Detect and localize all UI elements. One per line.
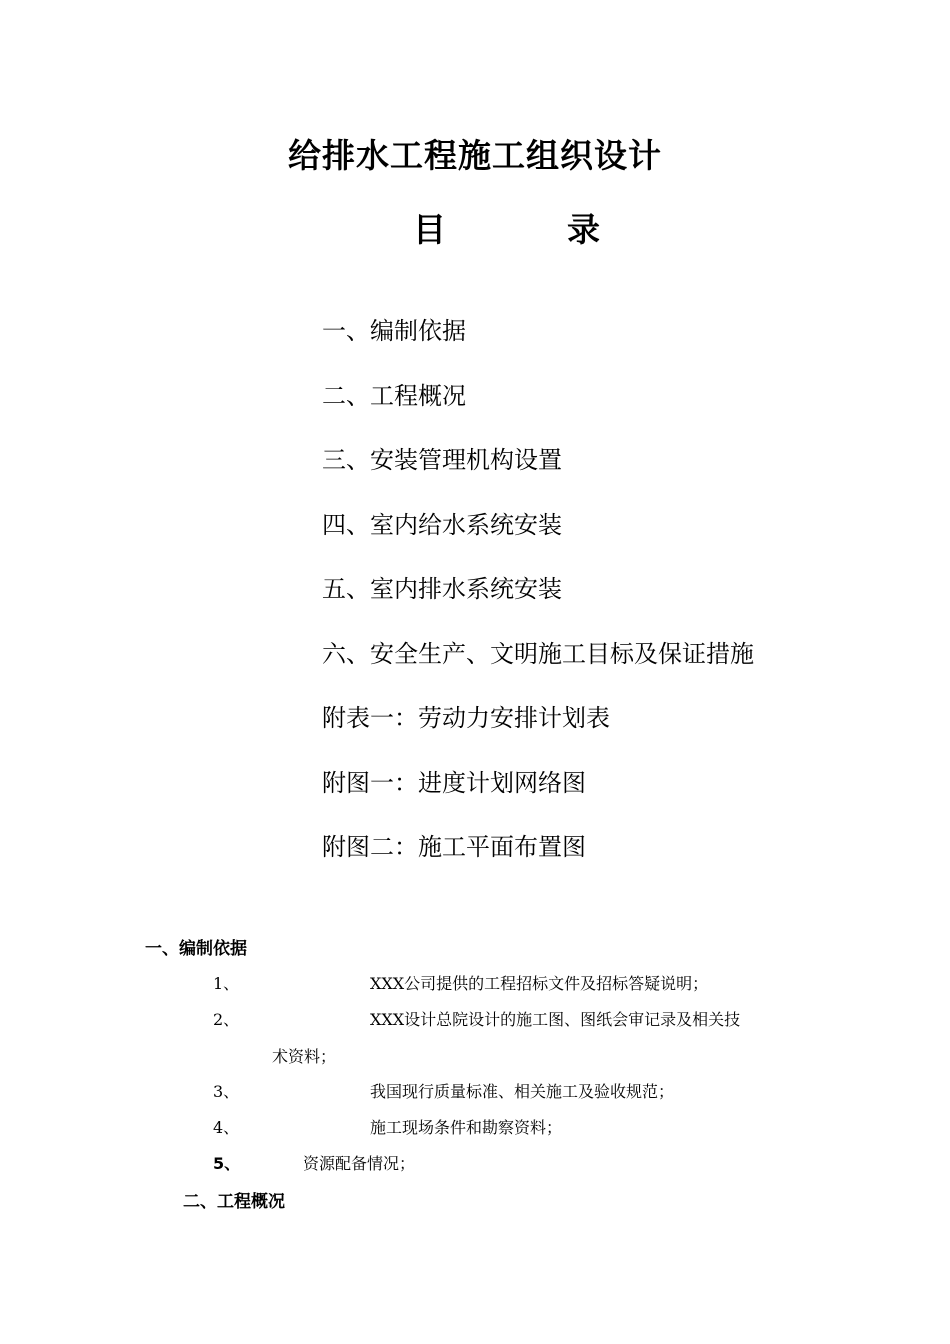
- toc-item: 四、室内给水系统安装: [322, 510, 562, 539]
- list-item-number: 2、: [213, 1010, 240, 1029]
- toc-heading: [0, 204, 950, 248]
- document-title: 给排水工程施工组织设计: [288, 136, 662, 175]
- list-item-number: 1、: [213, 974, 240, 993]
- toc-item: 一、编制依据: [322, 317, 466, 345]
- list-item-number: 3、: [213, 1082, 240, 1101]
- toc-item: 三、安装管理机构设置: [322, 446, 562, 474]
- list-item-number: 5、: [213, 1154, 241, 1173]
- toc-item: 二、工程概况: [322, 381, 466, 410]
- toc-item: 附图二：施工平面布置图: [322, 833, 586, 861]
- section-heading-basis: 一、编制依据: [145, 939, 247, 959]
- list-item-text: XXX公司提供的工程招标文件及招标答疑说明；: [370, 974, 709, 993]
- list-item-text: 资源配备情况；: [303, 1154, 416, 1173]
- list-item-text: XXX设计总院设计的施工图、图纸会审记录及相关技: [370, 1010, 741, 1029]
- section-heading-overview: 二、工程概况: [183, 1192, 285, 1212]
- toc-item: 附图一：进度计划网络图: [322, 768, 586, 797]
- toc-heading-left: 目: [413, 210, 446, 249]
- toc-item: 五、室内排水系统安装: [322, 575, 562, 603]
- list-item-text: 施工现场条件和勘察资料；: [370, 1118, 563, 1137]
- list-item-continuation: 术资料；: [272, 1047, 337, 1066]
- toc-heading-right: 录: [567, 210, 600, 249]
- toc-item: 附表一：劳动力安排计划表: [322, 704, 610, 732]
- list-item-number: 4、: [213, 1118, 240, 1137]
- toc-item: 六、安全生产、文明施工目标及保证措施: [322, 639, 754, 668]
- toc-list: [322, 311, 754, 892]
- list-item-text: 我国现行质量标准、相关施工及验收规范；: [370, 1082, 675, 1101]
